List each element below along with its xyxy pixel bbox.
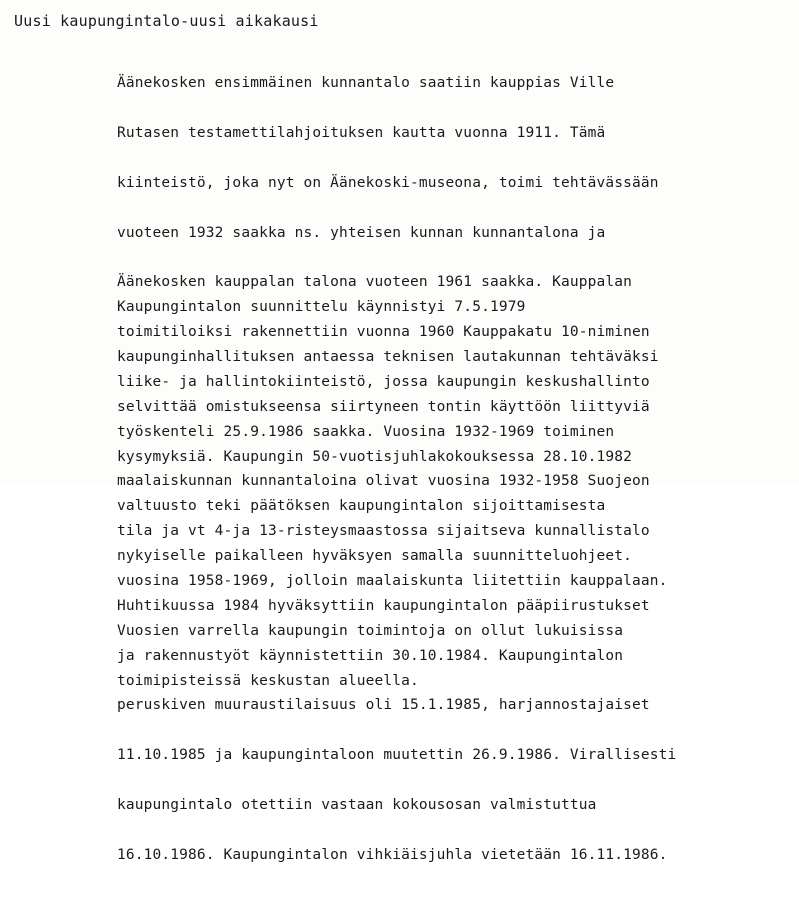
paragraph-line: selvittää omistukseensa siirtyneen tontin käyttöön liittyviä — [117, 398, 650, 415]
paragraph-line: toimitiloiksi rakennettiin vuonna 1960 Kauppakatu 10-niminen — [117, 324, 650, 341]
document-title: Uusi kaupungintalo-uusi aikakausi — [14, 12, 319, 30]
paragraph-line: maalaiskunnan kunnantaloina olivat vuosina 1932-1958 Suojeon — [117, 473, 650, 490]
paragraph-line: kiinteistö, joka nyt on Äänekoski-museona, toimi tehtävässään — [117, 174, 659, 191]
paragraph-line: 11.10.1985 ja kaupungintaloon muutettin 26.9.1986. Virallisesti — [117, 747, 677, 764]
paragraph-line: kysymyksiä. Kaupungin 50-vuotisjuhlakokouksessa 28.10.1982 — [117, 448, 633, 465]
paragraph-line: Kaupungintalon suunnittelu käynnistyi 7.5.1979 — [117, 299, 526, 316]
paragraph-line: nykyiselle paikalleen hyväksyen samalla suunnitteluohjeet. — [117, 548, 633, 565]
paragraph-line: valtuusto teki päätöksen kaupungintalon sijoittamisesta — [117, 498, 606, 515]
paragraph-line: liike- ja hallintokiinteistö, jossa kaupungin keskushallinto — [117, 373, 650, 390]
paragraph-line: vuosina 1958-1969, jolloin maalaiskunta liitettiin kauppalaan. — [117, 573, 668, 589]
paragraph-line: Vuosien varrella kaupungin toimintoja on ollut lukuisissa — [117, 622, 624, 639]
paragraph-line: Rutasen testamettilahjoituksen kautta vuonna 1911. Tämä — [117, 124, 606, 141]
paragraph-line: toimipisteissä keskustan alueella. — [117, 672, 419, 689]
paragraph-line: tila ja vt 4-ja 13-risteysmaastossa sijaitseva kunnallistalo — [117, 523, 650, 540]
paragraph-line: Äänekosken kauppalan talona vuoteen 1961 saakka. Kauppalan — [117, 274, 633, 291]
paragraph-line: peruskiven muuraustilaisuus oli 15.1.1985, harjannostajaiset — [117, 697, 650, 714]
paragraph-line: työskenteli 25.9.1986 saakka. Vuosina 1932-1969 toiminen — [117, 423, 615, 440]
paragraph-line: kaupungintalo otettiin vastaan kokousosan valmistuttua — [117, 797, 597, 813]
paragraph-line: ja rakennustyöt käynnistettiin 30.10.1984. Kaupungintalon — [117, 647, 624, 664]
paragraph-line: 16.10.1986. Kaupungintalon vihkiäisjuhla vietetään 16.11.1986. — [117, 846, 668, 863]
paragraph-line: vuoteen 1932 saakka ns. yhteisen kunnan kunnantalona ja — [117, 224, 606, 241]
paragraph-line: Huhtikuussa 1984 hyväksyttiin kaupungintalon pääpiirustukset — [117, 597, 650, 614]
paragraph-line: Äänekosken ensimmäinen kunnantalo saatiin kauppias Ville — [117, 75, 615, 92]
paragraph-line: kaupunginhallituksen antaessa teknisen lautakunnan tehtäväksi — [117, 348, 659, 365]
paragraph-construction — [117, 266, 676, 897]
